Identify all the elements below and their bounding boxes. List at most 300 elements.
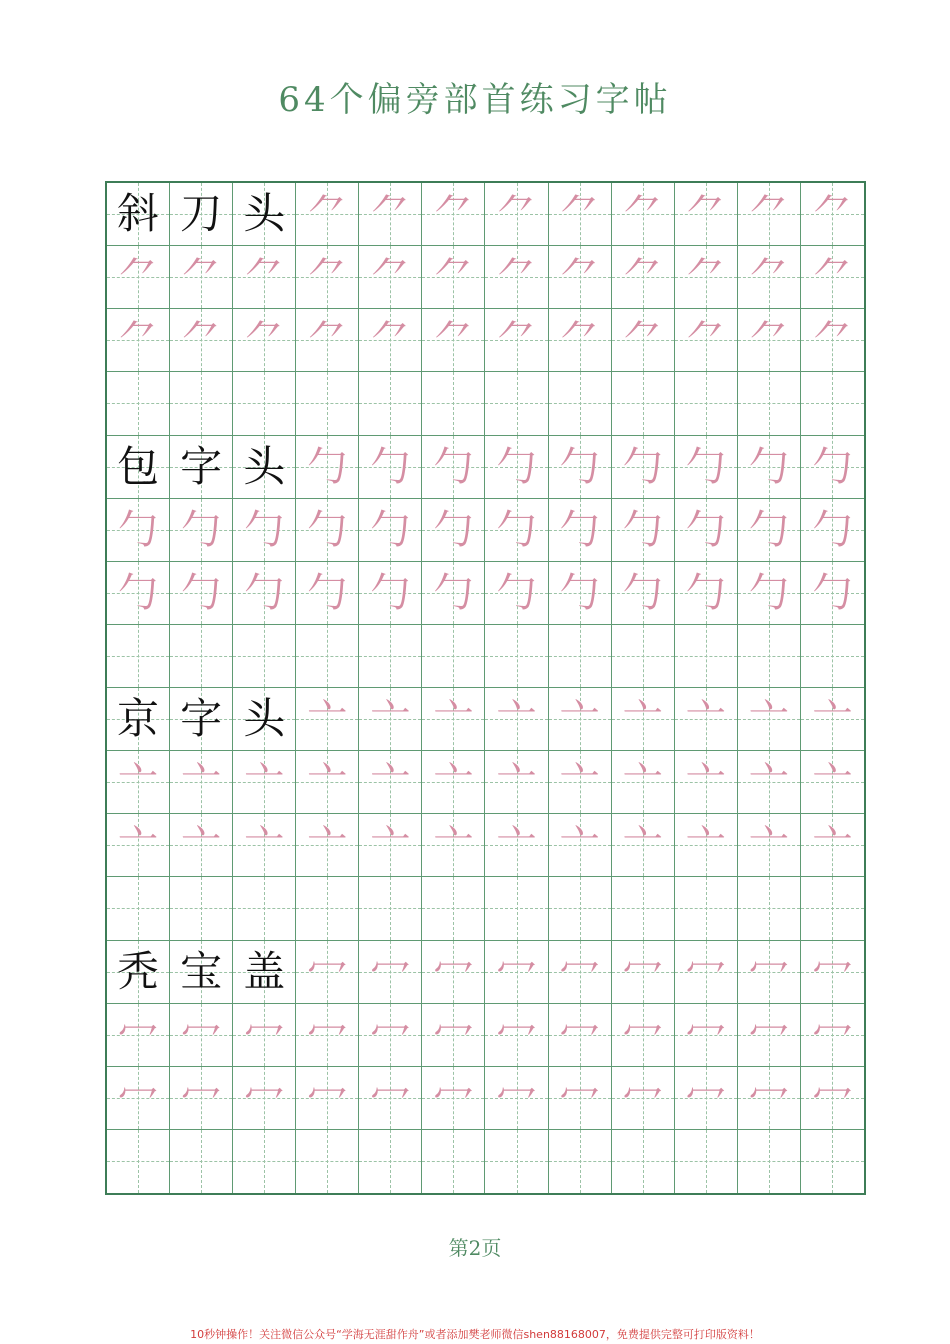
grid-cell bbox=[675, 751, 738, 814]
trace-radical: 冖 bbox=[496, 948, 537, 995]
grid-cell bbox=[675, 814, 738, 877]
trace-radical: 亠 bbox=[244, 822, 285, 869]
grid-cell bbox=[738, 562, 801, 625]
grid-cell bbox=[296, 372, 359, 435]
grid-cell bbox=[296, 183, 359, 246]
trace-radical: 冖 bbox=[433, 948, 474, 995]
grid-cell bbox=[801, 309, 864, 372]
trace-radical: 冖 bbox=[370, 948, 411, 995]
trace-radical: 勹 bbox=[685, 443, 726, 490]
sample-character: 盖 bbox=[243, 946, 286, 996]
sample-character: 京 bbox=[117, 694, 160, 744]
trace-radical: 冖 bbox=[244, 1074, 285, 1121]
grid-cell bbox=[296, 941, 359, 1004]
grid-cell bbox=[738, 499, 801, 562]
grid-cell bbox=[549, 814, 612, 877]
grid-cell bbox=[359, 877, 422, 940]
grid-cell bbox=[296, 246, 359, 309]
trace-radical: ⺈ bbox=[370, 317, 411, 364]
grid-cell bbox=[233, 1004, 296, 1067]
grid-cell bbox=[485, 1004, 548, 1067]
trace-radical: 冖 bbox=[812, 1074, 853, 1121]
grid-cell bbox=[107, 1067, 170, 1130]
trace-radical: ⺈ bbox=[307, 191, 348, 238]
grid-cell bbox=[612, 246, 675, 309]
grid-cell bbox=[549, 625, 612, 688]
trace-radical: 勹 bbox=[812, 443, 853, 490]
grid-cell bbox=[170, 814, 233, 877]
grid-cell bbox=[359, 183, 422, 246]
sample-character: 宝 bbox=[180, 946, 223, 996]
trace-radical: ⺈ bbox=[307, 317, 348, 364]
grid-cell bbox=[170, 183, 233, 246]
trace-radical: 勹 bbox=[370, 569, 411, 616]
trace-radical: 冖 bbox=[433, 1074, 474, 1121]
trace-radical: 冖 bbox=[748, 1074, 789, 1121]
grid-cell bbox=[170, 562, 233, 625]
grid-cell bbox=[422, 688, 485, 751]
trace-radical: 勹 bbox=[433, 569, 474, 616]
grid-cell bbox=[675, 941, 738, 1004]
trace-radical: ⺈ bbox=[559, 317, 600, 364]
grid-cell bbox=[296, 751, 359, 814]
trace-radical: 冖 bbox=[118, 1074, 159, 1121]
trace-radical: 亠 bbox=[370, 696, 411, 743]
grid-cell bbox=[170, 499, 233, 562]
trace-radical: 亠 bbox=[559, 759, 600, 806]
grid-cell bbox=[549, 1130, 612, 1193]
grid-cell bbox=[422, 562, 485, 625]
grid-cell bbox=[233, 1130, 296, 1193]
grid-cell bbox=[801, 436, 864, 499]
grid-cell bbox=[422, 1004, 485, 1067]
grid-cell bbox=[801, 1004, 864, 1067]
trace-radical: 亠 bbox=[685, 696, 726, 743]
grid-cell bbox=[485, 625, 548, 688]
grid-cell bbox=[422, 436, 485, 499]
grid-cell bbox=[801, 562, 864, 625]
grid-cell bbox=[296, 562, 359, 625]
grid-cell bbox=[612, 309, 675, 372]
grid-cell bbox=[738, 1004, 801, 1067]
grid-cell bbox=[422, 751, 485, 814]
trace-radical: 勹 bbox=[181, 506, 222, 553]
grid-cell bbox=[738, 309, 801, 372]
grid-cell bbox=[485, 941, 548, 1004]
trace-radical: 亠 bbox=[559, 696, 600, 743]
grid-cell bbox=[549, 751, 612, 814]
grid-cell bbox=[296, 1067, 359, 1130]
trace-radical: ⺈ bbox=[496, 254, 537, 301]
trace-radical: 冖 bbox=[181, 1074, 222, 1121]
trace-radical: 冖 bbox=[370, 1011, 411, 1058]
grid-cell bbox=[485, 688, 548, 751]
trace-radical: 亠 bbox=[370, 759, 411, 806]
grid-cell bbox=[170, 372, 233, 435]
grid-cell bbox=[359, 625, 422, 688]
grid-cell bbox=[485, 372, 548, 435]
grid-cell bbox=[485, 814, 548, 877]
grid-cell bbox=[107, 688, 170, 751]
trace-radical: 亠 bbox=[433, 759, 474, 806]
grid-cell bbox=[359, 436, 422, 499]
grid-cell bbox=[801, 1067, 864, 1130]
grid-cell bbox=[107, 1004, 170, 1067]
grid-cell bbox=[233, 1067, 296, 1130]
grid-cell bbox=[359, 372, 422, 435]
trace-radical: 勹 bbox=[812, 506, 853, 553]
grid-cell bbox=[549, 436, 612, 499]
grid-cell bbox=[485, 183, 548, 246]
trace-radical: 亠 bbox=[812, 822, 853, 869]
grid-cell bbox=[738, 877, 801, 940]
trace-radical: 冖 bbox=[685, 948, 726, 995]
grid-cell bbox=[107, 814, 170, 877]
trace-radical: ⺈ bbox=[812, 254, 853, 301]
grid-cell bbox=[612, 499, 675, 562]
sample-character: 包 bbox=[117, 441, 160, 491]
grid-cell bbox=[422, 499, 485, 562]
trace-radical: 亠 bbox=[622, 822, 663, 869]
grid-cell bbox=[107, 309, 170, 372]
grid-cell bbox=[107, 1130, 170, 1193]
grid-cell bbox=[738, 941, 801, 1004]
grid-cell bbox=[738, 625, 801, 688]
trace-radical: ⺈ bbox=[244, 317, 285, 364]
grid-cell bbox=[801, 941, 864, 1004]
trace-radical: 亠 bbox=[812, 759, 853, 806]
grid-cell bbox=[422, 877, 485, 940]
grid-cell bbox=[296, 499, 359, 562]
trace-radical: 冖 bbox=[307, 1011, 348, 1058]
grid-cell bbox=[801, 183, 864, 246]
grid-cell bbox=[170, 751, 233, 814]
trace-radical: 亠 bbox=[181, 759, 222, 806]
trace-radical: 亠 bbox=[370, 822, 411, 869]
trace-radical: 勹 bbox=[496, 506, 537, 553]
trace-radical: ⺈ bbox=[622, 191, 663, 238]
sample-character: 字 bbox=[180, 694, 223, 744]
trace-radical: 勹 bbox=[812, 569, 853, 616]
grid-cell bbox=[422, 309, 485, 372]
trace-radical: 勹 bbox=[370, 443, 411, 490]
grid-cell bbox=[738, 1067, 801, 1130]
trace-radical: 亠 bbox=[622, 759, 663, 806]
sample-character: 刀 bbox=[180, 189, 223, 239]
sample-character: 头 bbox=[243, 189, 286, 239]
trace-radical: ⺈ bbox=[685, 191, 726, 238]
grid-cell bbox=[801, 814, 864, 877]
grid-cell bbox=[359, 499, 422, 562]
trace-radical: 勹 bbox=[433, 443, 474, 490]
grid-cell bbox=[801, 246, 864, 309]
trace-radical: 亠 bbox=[685, 822, 726, 869]
grid-cell bbox=[485, 1067, 548, 1130]
grid-cell bbox=[801, 751, 864, 814]
grid-cell bbox=[738, 372, 801, 435]
grid-cell bbox=[359, 814, 422, 877]
trace-radical: 勹 bbox=[685, 506, 726, 553]
grid-cell bbox=[170, 688, 233, 751]
grid-cell bbox=[675, 625, 738, 688]
trace-radical: 勹 bbox=[496, 569, 537, 616]
grid-cell bbox=[485, 562, 548, 625]
trace-radical: 亠 bbox=[685, 759, 726, 806]
trace-radical: 勹 bbox=[181, 569, 222, 616]
grid-cell bbox=[233, 246, 296, 309]
trace-radical: 勹 bbox=[559, 569, 600, 616]
trace-radical: 亠 bbox=[433, 822, 474, 869]
grid-cell bbox=[233, 751, 296, 814]
trace-radical: 冖 bbox=[307, 948, 348, 995]
grid-cell bbox=[549, 246, 612, 309]
trace-radical: 亠 bbox=[118, 759, 159, 806]
grid-cell bbox=[296, 1004, 359, 1067]
grid-cell bbox=[422, 372, 485, 435]
trace-radical: 亠 bbox=[118, 822, 159, 869]
trace-radical: 冖 bbox=[181, 1011, 222, 1058]
grid-cell bbox=[612, 436, 675, 499]
trace-radical: ⺈ bbox=[685, 317, 726, 364]
sample-character: 头 bbox=[243, 694, 286, 744]
grid-cell bbox=[296, 814, 359, 877]
grid-cell bbox=[675, 246, 738, 309]
grid-cell bbox=[296, 625, 359, 688]
trace-radical: 亠 bbox=[244, 759, 285, 806]
grid-cell bbox=[675, 309, 738, 372]
trace-radical: 冖 bbox=[496, 1074, 537, 1121]
trace-radical: ⺈ bbox=[118, 317, 159, 364]
trace-radical: ⺈ bbox=[370, 191, 411, 238]
grid-cell bbox=[675, 372, 738, 435]
trace-radical: 冖 bbox=[370, 1074, 411, 1121]
trace-radical: 亠 bbox=[748, 822, 789, 869]
trace-radical: 亠 bbox=[496, 822, 537, 869]
grid-cell bbox=[549, 941, 612, 1004]
grid-cell bbox=[296, 436, 359, 499]
grid-cell bbox=[549, 309, 612, 372]
trace-radical: ⺈ bbox=[370, 254, 411, 301]
grid-cell bbox=[612, 562, 675, 625]
grid-cell bbox=[485, 246, 548, 309]
trace-radical: 勹 bbox=[244, 569, 285, 616]
grid-cell bbox=[675, 1067, 738, 1130]
grid-cell bbox=[485, 877, 548, 940]
grid-cell bbox=[675, 1130, 738, 1193]
grid-cell bbox=[801, 688, 864, 751]
trace-radical: ⺈ bbox=[622, 254, 663, 301]
grid-cell bbox=[107, 246, 170, 309]
grid-cell bbox=[485, 436, 548, 499]
grid-cell bbox=[675, 877, 738, 940]
trace-radical: 冖 bbox=[559, 1074, 600, 1121]
trace-radical: 亠 bbox=[748, 696, 789, 743]
trace-radical: 勹 bbox=[748, 443, 789, 490]
grid-cell bbox=[675, 183, 738, 246]
grid-cell bbox=[549, 1067, 612, 1130]
grid-cell bbox=[485, 1130, 548, 1193]
trace-radical: ⺈ bbox=[812, 317, 853, 364]
grid-cell bbox=[170, 625, 233, 688]
trace-radical: 勹 bbox=[307, 569, 348, 616]
grid-cell bbox=[612, 1067, 675, 1130]
trace-radical: ⺈ bbox=[812, 191, 853, 238]
grid-cell bbox=[801, 1130, 864, 1193]
grid-cell bbox=[296, 877, 359, 940]
grid-cell bbox=[359, 688, 422, 751]
trace-radical: 亠 bbox=[307, 696, 348, 743]
trace-radical: ⺈ bbox=[748, 191, 789, 238]
grid-cell bbox=[107, 751, 170, 814]
grid-cell bbox=[233, 877, 296, 940]
grid-cell bbox=[170, 246, 233, 309]
trace-radical: 冖 bbox=[812, 1011, 853, 1058]
trace-radical: 冖 bbox=[685, 1074, 726, 1121]
grid-cell bbox=[107, 941, 170, 1004]
grid-cell bbox=[549, 499, 612, 562]
grid-cell bbox=[107, 562, 170, 625]
trace-radical: 冖 bbox=[622, 1074, 663, 1121]
trace-radical: 勹 bbox=[118, 506, 159, 553]
grid-cell bbox=[359, 246, 422, 309]
grid-cell bbox=[612, 877, 675, 940]
sample-character: 斜 bbox=[117, 189, 160, 239]
page-title: 64个偏旁部首练习字帖 bbox=[278, 80, 672, 120]
grid-cell bbox=[612, 1004, 675, 1067]
grid-cell bbox=[170, 309, 233, 372]
grid-cell bbox=[738, 183, 801, 246]
grid-cell bbox=[233, 372, 296, 435]
grid-cell bbox=[233, 941, 296, 1004]
trace-radical: 冖 bbox=[559, 1011, 600, 1058]
grid-cell bbox=[675, 1004, 738, 1067]
grid-cell bbox=[233, 625, 296, 688]
trace-radical: 亠 bbox=[559, 822, 600, 869]
grid-cell bbox=[801, 372, 864, 435]
grid-cell bbox=[675, 562, 738, 625]
grid-cell bbox=[612, 688, 675, 751]
grid-cell bbox=[359, 751, 422, 814]
trace-radical: 冖 bbox=[559, 948, 600, 995]
grid-cell bbox=[107, 625, 170, 688]
trace-radical: ⺈ bbox=[685, 254, 726, 301]
trace-radical: 勹 bbox=[307, 443, 348, 490]
grid-cell bbox=[549, 1004, 612, 1067]
trace-radical: ⺈ bbox=[433, 191, 474, 238]
grid-cell bbox=[359, 562, 422, 625]
footer-note: 10秒钟操作！关注微信公众号“学海无涯甜作舟”或者添加樊老师微信shen88168007，免费提供完整可打印版资料！ bbox=[190, 1328, 760, 1341]
trace-radical: 亠 bbox=[496, 696, 537, 743]
grid-cell bbox=[612, 625, 675, 688]
grid-cell bbox=[485, 499, 548, 562]
trace-radical: ⺈ bbox=[118, 254, 159, 301]
grid-cell bbox=[675, 499, 738, 562]
trace-radical: 亠 bbox=[748, 759, 789, 806]
trace-radical: 勹 bbox=[622, 569, 663, 616]
grid-cell bbox=[738, 688, 801, 751]
trace-radical: 冖 bbox=[748, 948, 789, 995]
grid-cell bbox=[675, 436, 738, 499]
grid-cell bbox=[359, 941, 422, 1004]
trace-radical: 勹 bbox=[433, 506, 474, 553]
grid-cell bbox=[612, 941, 675, 1004]
trace-radical: 亠 bbox=[812, 696, 853, 743]
trace-radical: ⺈ bbox=[496, 191, 537, 238]
grid-cell bbox=[422, 941, 485, 1004]
grid-cell bbox=[107, 372, 170, 435]
grid-cell bbox=[359, 1130, 422, 1193]
trace-radical: 勹 bbox=[496, 443, 537, 490]
trace-radical: 冖 bbox=[748, 1011, 789, 1058]
grid-cell bbox=[549, 372, 612, 435]
trace-radical: 勹 bbox=[748, 569, 789, 616]
trace-radical: 勹 bbox=[685, 569, 726, 616]
trace-radical: ⺈ bbox=[559, 254, 600, 301]
trace-radical: 冖 bbox=[685, 1011, 726, 1058]
trace-radical: 冖 bbox=[812, 948, 853, 995]
trace-radical: ⺈ bbox=[496, 317, 537, 364]
trace-radical: ⺈ bbox=[181, 317, 222, 364]
grid-cell bbox=[233, 309, 296, 372]
grid-cell bbox=[107, 183, 170, 246]
grid-cell bbox=[107, 877, 170, 940]
grid-cell bbox=[359, 309, 422, 372]
trace-radical: 冖 bbox=[433, 1011, 474, 1058]
trace-radical: ⺈ bbox=[433, 317, 474, 364]
sample-character: 头 bbox=[243, 441, 286, 491]
trace-radical: 冖 bbox=[244, 1011, 285, 1058]
grid-cell bbox=[233, 499, 296, 562]
trace-radical: ⺈ bbox=[748, 317, 789, 364]
trace-radical: 冖 bbox=[622, 1011, 663, 1058]
grid-cell bbox=[612, 751, 675, 814]
trace-radical: 勹 bbox=[307, 506, 348, 553]
grid-cell bbox=[296, 309, 359, 372]
trace-radical: ⺈ bbox=[307, 254, 348, 301]
trace-radical: 勹 bbox=[559, 443, 600, 490]
trace-radical: ⺈ bbox=[433, 254, 474, 301]
grid-cell bbox=[422, 246, 485, 309]
grid-cell bbox=[359, 1067, 422, 1130]
grid-cell bbox=[612, 183, 675, 246]
grid-cell bbox=[738, 751, 801, 814]
grid-cell bbox=[170, 1004, 233, 1067]
trace-radical: 勹 bbox=[370, 506, 411, 553]
trace-radical: 冖 bbox=[307, 1074, 348, 1121]
grid-cell bbox=[485, 751, 548, 814]
trace-radical: ⺈ bbox=[748, 254, 789, 301]
grid-cell bbox=[738, 246, 801, 309]
trace-radical: 亠 bbox=[181, 822, 222, 869]
grid-cell bbox=[233, 814, 296, 877]
grid-cell bbox=[801, 625, 864, 688]
trace-radical: ⺈ bbox=[181, 254, 222, 301]
trace-radical: 勹 bbox=[748, 506, 789, 553]
grid-cell bbox=[422, 625, 485, 688]
grid-cell bbox=[233, 688, 296, 751]
trace-radical: 亠 bbox=[622, 696, 663, 743]
trace-radical: 勹 bbox=[118, 569, 159, 616]
practice-grid bbox=[105, 181, 866, 1195]
grid-cell bbox=[612, 814, 675, 877]
grid-cell bbox=[549, 183, 612, 246]
grid-cell bbox=[675, 688, 738, 751]
trace-radical: ⺈ bbox=[559, 191, 600, 238]
grid-cell bbox=[170, 877, 233, 940]
grid-cell bbox=[107, 499, 170, 562]
trace-radical: 冖 bbox=[496, 1011, 537, 1058]
trace-radical: 亠 bbox=[496, 759, 537, 806]
